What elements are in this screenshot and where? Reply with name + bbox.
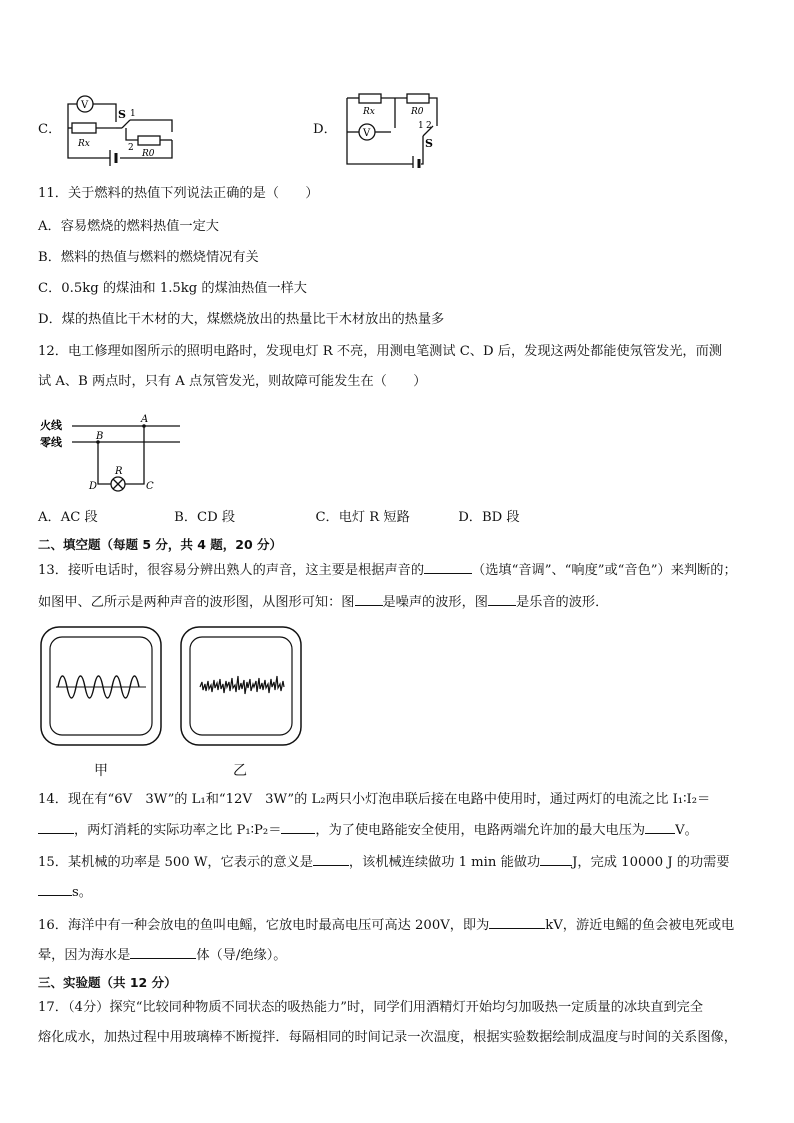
q16-text: 16．海洋中有一种会放电的鱼叫电鳐，它放电时最高电压可高达 200V，即为: [38, 918, 490, 933]
waveform-yi: [178, 624, 304, 748]
r0-label: R0: [142, 149, 155, 159]
q12-options: [38, 508, 520, 528]
q13-text: （选填“音调”、“响度”或“音色”）来判断的；: [472, 563, 737, 578]
waveform-yi-label: 乙: [233, 763, 247, 779]
q12-option-c: C．电灯 R 短路: [315, 510, 410, 525]
q14-text: V。: [675, 823, 698, 838]
lamp-r-label: R: [115, 466, 123, 477]
point-a-label: A: [141, 414, 149, 425]
q17-line1: 17．（4分）探究“比较同种物质不同状态的吸热能力”时，同学们用酒精灯开始均匀加吸热一定质量的冰块直到完全: [38, 1000, 704, 1015]
waveform-jia: [38, 624, 164, 748]
answer-blank[interactable]: [130, 945, 196, 959]
q13-line1: [38, 560, 737, 581]
switch-label: S: [425, 137, 433, 150]
circuit-diagram-d: [337, 86, 447, 168]
q16-text: kV，游近电鳐的鱼会被电死或电: [545, 918, 735, 933]
q12-option-a: A．AC 段: [38, 510, 98, 525]
q11-option-d: D．煤的热值比干木材的大，煤燃烧放出的热量比干木材放出的热量多: [38, 312, 445, 327]
q14-text: ，为了使电路能安全使用，电路两端允许加的最大电压为: [315, 823, 646, 838]
q14-text: ，两灯消耗的实际功率之比 P₁∶P₂＝: [74, 823, 282, 838]
live-wire-label: 火线: [40, 419, 62, 432]
section-2-heading: 二、填空题（每题 5 分，共 4 题，20 分）: [38, 537, 283, 552]
answer-blank[interactable]: [38, 820, 74, 834]
waveform-jia-label: 甲: [94, 763, 108, 779]
q12-lighting-circuit: [38, 412, 188, 494]
switch-pos-1: 1: [130, 109, 136, 119]
q11-option-c: C．0.5kg 的煤油和 1.5kg 的煤油热值一样大: [38, 281, 307, 296]
q15-text: J，完成 10000 J 的功需要: [572, 855, 730, 870]
answer-blank[interactable]: [540, 852, 572, 866]
q16-text: 晕，因为海水是: [38, 948, 131, 963]
q11-stem: 11．关于燃料的热值下列说法正确的是（ ）: [38, 186, 319, 201]
q17-line2: 熔化成水，加热过程中用玻璃棒不断搅拌．每隔相同的时间记录一次温度，根据实验数据绘制成温度与时间的关系图像，: [38, 1030, 737, 1045]
q13-text: 是噪声的波形，图: [382, 595, 488, 610]
switch-pos-1: 1: [418, 121, 424, 131]
answer-blank[interactable]: [313, 852, 349, 866]
q16-text: 体（导/绝缘）。: [196, 948, 287, 963]
option-d-label: D．: [313, 122, 337, 137]
answer-blank[interactable]: [488, 592, 516, 606]
point-d-label: D: [89, 481, 98, 492]
rx-label: Rx: [78, 139, 90, 149]
q16-line2: [38, 945, 286, 966]
q13-text: 如图甲、乙所示是两种声音的波形图，从图形可知：图: [38, 595, 355, 610]
q13-text: 是乐音的波形．: [516, 595, 609, 610]
q12-option-d: D．BD 段: [458, 510, 520, 525]
q15-line1: [38, 852, 730, 873]
q16-line1: [38, 915, 734, 936]
voltmeter-symbol: V: [363, 128, 371, 139]
q15-text: ，该机械连续做功 1 min 能做功: [348, 855, 541, 870]
q13-text: 13．接听电话时，很容易分辨出熟人的声音，这主要是根据声音的: [38, 563, 425, 578]
q14-line1: 14．现在有“6V 3W”的 L₁和“12V 3W”的 L₂两只小灯泡串联后接在电路中使用时，通过两灯的电流之比 I₁∶I₂＝: [38, 792, 711, 807]
circuit-diagram-c: [60, 92, 190, 172]
q15-line2: [38, 882, 92, 903]
answer-blank[interactable]: [281, 820, 315, 834]
answer-blank[interactable]: [424, 560, 472, 574]
section-3-heading: 三、实验题（共 12 分）: [38, 975, 177, 990]
q12-stem-line1: 12．电工修理如图所示的照明电路时，发现电灯 R 不亮，用测电笔测试 C、D 后，发现这两处都能使氖管发光，而测: [38, 344, 722, 359]
rx-label: Rx: [363, 107, 375, 117]
q11-option-a: A．容易燃烧的燃料热值一定大: [38, 219, 219, 234]
q15-text: s。: [72, 885, 92, 900]
option-c-label: C．: [38, 122, 62, 137]
switch-pos-2: 2: [426, 121, 432, 131]
switch-label: S: [118, 108, 126, 121]
voltmeter-symbol: V: [81, 100, 89, 111]
q13-line2: [38, 592, 608, 613]
answer-blank[interactable]: [38, 882, 72, 896]
answer-blank[interactable]: [489, 915, 545, 929]
neutral-wire-label: 零线: [40, 436, 62, 449]
q12-option-b: B．CD 段: [174, 510, 236, 525]
answer-blank[interactable]: [645, 820, 675, 834]
q14-line2: [38, 820, 698, 841]
q15-text: 15．某机械的功率是 500 W，它表示的意义是: [38, 855, 313, 870]
point-b-label: B: [96, 431, 104, 442]
r0-label: R0: [411, 107, 424, 117]
point-c-label: C: [146, 481, 154, 492]
switch-pos-2: 2: [128, 143, 134, 153]
answer-blank[interactable]: [355, 592, 383, 606]
q12-stem-line2: 试 A、B 两点时，只有 A 点氖管发光，则故障可能发生在（ ）: [38, 374, 427, 389]
q11-option-b: B．燃料的热值与燃料的燃烧情况有关: [38, 250, 259, 265]
